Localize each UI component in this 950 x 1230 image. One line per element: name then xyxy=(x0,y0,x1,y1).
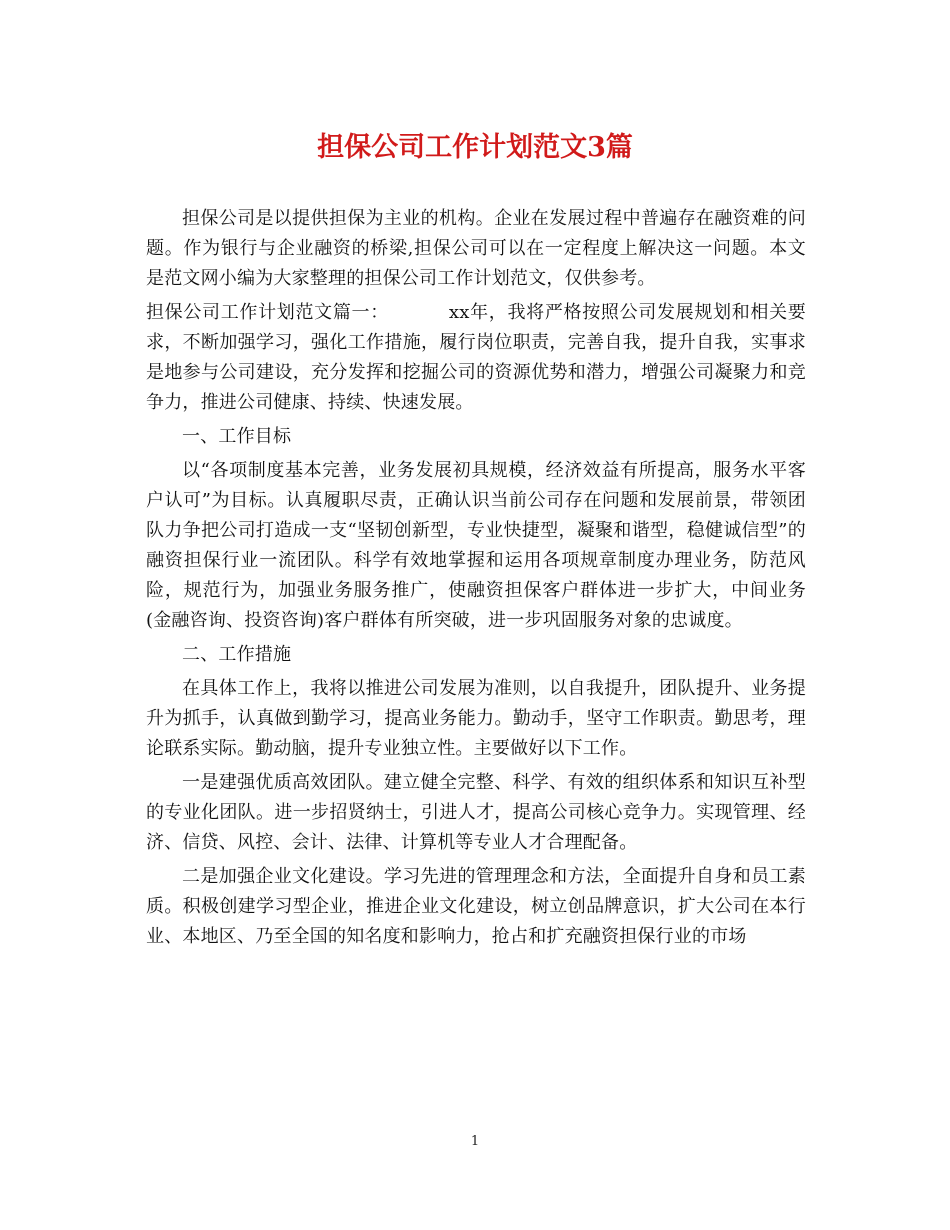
page-number: 1 xyxy=(470,1134,480,1149)
heading-measures: 二、工作措施 xyxy=(182,644,292,665)
section-one-text: xx年，我将严格按照公司发展规划和相关要求，不断加强学习，强化工作措施，履行岗位职责，完善自我，提升自我，实事求是地参与公司建设，充分发挥和挖掘公司的资源优势和潜力，增强公司凝聚力和竞争力，推进公司健康、持续、快速发展。 xyxy=(146,302,806,413)
section-one-paragraph xyxy=(146,298,806,418)
point-two-paragraph: 二是加强企业文化建设。学习先进的管理理念和方法，全面提升自身和员工素质。积极创建学习型企业，推进企业文化建设，树立创品牌意识，扩大公司在本行业、本地区、乃至全国的知名度和影响力，抢占和扩充融资担保行业的市场 xyxy=(146,866,806,947)
goals-paragraph: 以“各项制度基本完善，业务发展初具规模，经济效益有所提高，服务水平客户认可”为目标。认真履职尽责，正确认识当前公司存在问题和发展前景，带领团队力争把公司打造成一支“坚韧创新型，专业快捷型，凝聚和谐型，稳健诚信型”的融资担保行业一流团队。科学有效地掌握和运用各项规章制度办理业务，防范风险，规范行为，加强业务服务推广，使融资担保客户群体进一步扩大，中间业务(金融咨询、投资咨询)客户群体有所突破，进一步巩固服务对象的忠诚度。 xyxy=(146,460,806,631)
document-body xyxy=(146,204,806,952)
section-one-label: 担保公司工作计划范文篇一： xyxy=(146,302,389,323)
intro-paragraph: 担保公司是以提供担保为主业的机构。企业在发展过程中普遍存在融资难的问题。作为银行与企业融资的桥梁,担保公司可以在一定程度上解决这一问题。本文是范文网小编为大家整理的担保公司工作计划范文，仅供参考。 xyxy=(146,208,806,289)
heading-goals: 一、工作目标 xyxy=(182,426,292,447)
document-title: 担保公司工作计划范文3篇 xyxy=(317,132,633,163)
point-one-paragraph: 一是建强优质高效团队。建立健全完整、科学、有效的组织体系和知识互补型的专业化团队。进一步招贤纳士，引进人才，提高公司核心竞争力。实现管理、经济、信贷、风控、会计、法律、计算机等专业人才合理配备。 xyxy=(146,772,806,853)
measures-paragraph: 在具体工作上，我将以推进公司发展为准则，以自我提升，团队提升、业务提升为抓手，认真做到勤学习，提高业务能力。勤动手，坚守工作职责。勤思考，理论联系实际。勤动脑，提升专业独立性。主要做好以下工作。 xyxy=(146,678,806,759)
